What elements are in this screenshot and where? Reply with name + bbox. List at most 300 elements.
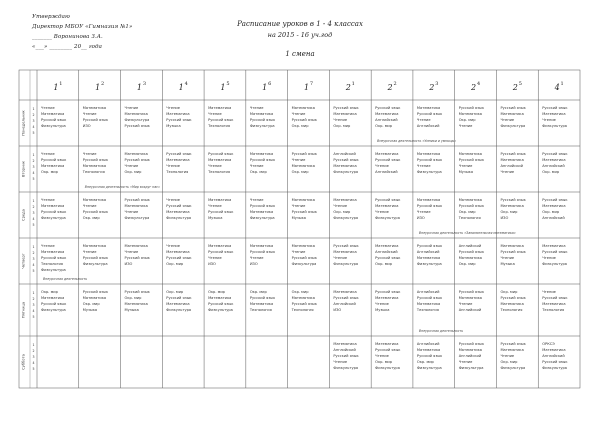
lesson-subject: Окр. мир bbox=[375, 262, 393, 266]
lesson-subject: Физкультура bbox=[500, 124, 526, 128]
class-header bbox=[345, 81, 355, 92]
lesson-subject: Математика bbox=[291, 244, 315, 248]
class-header-index: 3 bbox=[142, 81, 147, 87]
lesson-subject: Русский язык bbox=[291, 302, 317, 306]
lesson-subject: Русский язык bbox=[333, 296, 359, 300]
lesson-subject: Русский язык bbox=[166, 118, 192, 122]
lesson-subject: Русский язык bbox=[458, 250, 485, 254]
lesson-subject: Окр. мир bbox=[542, 210, 560, 214]
lesson-subject: Математика bbox=[41, 250, 65, 254]
lesson-subject: Музыка bbox=[82, 308, 98, 312]
lesson-subject: Математика bbox=[41, 112, 65, 116]
lesson-subject: Технология bbox=[41, 262, 63, 266]
lesson-subject: Русский язык bbox=[542, 106, 568, 110]
lesson-subject: Русский язык bbox=[416, 244, 443, 248]
lesson-subject: Чтение bbox=[416, 210, 431, 214]
lesson-subject: Математика bbox=[375, 244, 399, 248]
lesson-subject: Русский язык bbox=[542, 198, 568, 202]
lesson-subject: Русский язык bbox=[208, 118, 234, 122]
lesson-subject: ИЗО bbox=[249, 262, 258, 266]
lesson-subject: Математика bbox=[542, 204, 566, 208]
lesson-subject: Математика bbox=[124, 112, 148, 116]
lesson-subject: Математика bbox=[542, 302, 566, 306]
lesson-subject: Русский язык bbox=[82, 290, 109, 294]
lesson-subject: Математика bbox=[82, 244, 107, 248]
lesson-subject: Математика bbox=[500, 112, 524, 116]
lesson-number: 3 bbox=[32, 355, 35, 359]
lesson-subject: ИЗО bbox=[208, 262, 216, 266]
lesson-subject: Русский язык bbox=[249, 250, 276, 254]
lesson-subject: Чтение bbox=[458, 124, 473, 128]
lesson-subject: Русский язык bbox=[500, 342, 526, 346]
lesson-subject: Физкультура bbox=[542, 124, 567, 128]
lesson-subject: Чтение bbox=[124, 106, 139, 110]
class-header bbox=[95, 81, 104, 92]
class-header-index: 6 bbox=[268, 81, 272, 87]
lesson-subject: Английский bbox=[542, 216, 565, 220]
lesson-number: 2 bbox=[32, 251, 35, 255]
lesson-subject: Окр. мир bbox=[333, 210, 351, 214]
lesson-subject: Математика bbox=[458, 348, 483, 352]
lesson-subject: Окр. мир bbox=[458, 118, 476, 122]
lesson-subject: Физкультура bbox=[375, 216, 400, 220]
lesson-subject: Физкультура bbox=[41, 308, 66, 312]
class-header-index: 4 bbox=[184, 81, 188, 87]
class-header bbox=[470, 81, 480, 92]
lesson-subject: Математика bbox=[333, 198, 357, 202]
lesson-subject: Русский язык bbox=[375, 348, 401, 352]
lesson-number: 2 bbox=[32, 349, 35, 353]
lesson-subject: ОРКСЭ bbox=[542, 342, 555, 346]
lesson-subject: Английский bbox=[333, 348, 356, 352]
lesson-subject: Окр. мир bbox=[166, 290, 184, 294]
lesson-subject: Математика bbox=[208, 296, 232, 300]
lesson-subject: Русский язык bbox=[375, 198, 401, 202]
lesson-subject: Русский язык bbox=[500, 296, 526, 300]
lesson-number: 4 bbox=[32, 171, 35, 175]
lesson-subject: Русский язык bbox=[458, 342, 485, 346]
lesson-subject: Технология bbox=[249, 308, 272, 312]
class-header-index: 5 bbox=[226, 81, 230, 87]
lesson-subject: Русский язык bbox=[333, 106, 359, 110]
lesson-number: 5 bbox=[32, 269, 35, 273]
lesson-subject: Русский язык bbox=[41, 256, 67, 260]
lesson-subject: Русский язык bbox=[41, 302, 67, 306]
lesson-subject: Русский язык bbox=[458, 158, 485, 162]
lesson-subject: Чтение bbox=[249, 106, 264, 110]
lesson-subject: Русский язык bbox=[500, 198, 526, 202]
approval-line-1: Утверждаю bbox=[32, 14, 70, 20]
lesson-subject: Русский язык bbox=[500, 250, 526, 254]
lesson-subject: Русский язык bbox=[375, 106, 401, 110]
lesson-subject: Технология bbox=[166, 170, 189, 174]
lesson-number: 3 bbox=[32, 211, 35, 215]
lesson-subject: Чтение bbox=[375, 302, 389, 306]
lesson-subject: Математика bbox=[458, 112, 483, 116]
lesson-subject: Чтение bbox=[333, 118, 348, 122]
class-header-index: 7 bbox=[309, 81, 314, 87]
lesson-subject: Математика bbox=[166, 250, 190, 254]
lesson-subject: Математика bbox=[375, 296, 399, 300]
lesson-number: 2 bbox=[32, 205, 35, 209]
lesson-subject: Математика bbox=[542, 112, 566, 116]
lesson-subject: Физкультура bbox=[41, 124, 66, 128]
lesson-subject: Чтение bbox=[416, 164, 431, 168]
lesson-subject: Технология bbox=[542, 308, 565, 312]
lesson-subject: Математика bbox=[500, 348, 524, 352]
lesson-subject: Чтение bbox=[124, 164, 139, 168]
lesson-subject: Чтение bbox=[208, 112, 222, 116]
lesson-subject: Русский язык bbox=[82, 118, 109, 122]
lesson-subject: Чтение bbox=[166, 106, 180, 110]
lesson-subject: Математика bbox=[458, 256, 483, 260]
lesson-subject: Математика bbox=[542, 158, 566, 162]
lesson-subject: ИЗО bbox=[82, 124, 91, 128]
lesson-subject: Чтение bbox=[500, 118, 515, 122]
lesson-subject: Технология bbox=[291, 308, 314, 312]
lesson-number: 4 bbox=[32, 309, 35, 313]
lesson-subject: Математика bbox=[542, 244, 566, 248]
lesson-subject: Чтение bbox=[82, 112, 97, 116]
lesson-subject: Русский язык bbox=[458, 106, 485, 110]
lesson-subject: Физкультура bbox=[333, 216, 359, 220]
lesson-subject: Чтение bbox=[124, 210, 139, 214]
class-header-index: 5 bbox=[518, 81, 522, 87]
lesson-subject: Физкультура bbox=[82, 262, 108, 266]
lesson-subject: Чтение bbox=[291, 112, 306, 116]
lesson-subject: Чтение bbox=[542, 290, 556, 294]
lesson-subject: Чтение bbox=[82, 152, 97, 156]
lesson-subject: Технология bbox=[208, 124, 231, 128]
lesson-subject: Физкультура bbox=[416, 262, 442, 266]
lesson-number: 5 bbox=[32, 131, 35, 135]
lesson-subject: Физкультура bbox=[416, 366, 442, 370]
class-header bbox=[428, 81, 438, 92]
lesson-subject: Математика bbox=[82, 106, 107, 110]
lesson-subject: Физкультура bbox=[500, 366, 526, 370]
lesson-subject: Чтение bbox=[500, 256, 515, 260]
schedule-title: Расписание уроков в 1 - 4 классах bbox=[237, 20, 363, 28]
lesson-subject: Окр. мир bbox=[333, 124, 351, 128]
lesson-subject: Математика bbox=[416, 198, 441, 202]
lesson-subject: Математика bbox=[82, 198, 107, 202]
lesson-subject: Физкультура bbox=[41, 216, 66, 220]
lesson-subject: Математика bbox=[291, 106, 315, 110]
lesson-subject: Английский bbox=[416, 290, 440, 294]
lesson-subject: Физкультура bbox=[542, 366, 567, 370]
lesson-subject: Английский bbox=[416, 342, 440, 346]
lesson-subject: Математика bbox=[208, 158, 232, 162]
day-name: Суббота bbox=[21, 354, 26, 370]
lesson-subject: Русский язык bbox=[124, 198, 150, 202]
lesson-subject: Окр. мир bbox=[416, 360, 434, 364]
lesson-subject: Русский язык bbox=[375, 256, 401, 260]
lesson-subject: Русский язык bbox=[41, 158, 67, 162]
lesson-subject: Русский язык bbox=[542, 250, 568, 254]
lesson-subject: Математика bbox=[500, 302, 524, 306]
day-name: Понедельник bbox=[21, 110, 26, 136]
lesson-subject: Математика bbox=[458, 152, 483, 156]
lesson-number: 5 bbox=[32, 315, 35, 319]
lesson-number: 5 bbox=[32, 367, 35, 371]
lesson-subject: Окр. мир bbox=[291, 170, 309, 174]
day-block bbox=[22, 198, 569, 235]
lesson-subject: Русский язык bbox=[416, 204, 443, 208]
lesson-subject: Физкультура bbox=[166, 216, 192, 220]
class-header-index: 2 bbox=[393, 81, 397, 87]
lesson-subject: Окр. мир bbox=[291, 290, 309, 294]
lesson-subject: Русский язык bbox=[208, 210, 234, 214]
lesson-subject: Математика bbox=[333, 164, 357, 168]
lesson-number: 5 bbox=[32, 177, 35, 181]
lesson-subject: Физкультура bbox=[124, 118, 150, 122]
lesson-subject: Английский bbox=[416, 250, 440, 254]
lesson-subject: Музыка bbox=[375, 308, 390, 312]
lesson-subject: Русский язык bbox=[333, 354, 359, 358]
lesson-subject: Музыка bbox=[166, 124, 181, 128]
lesson-subject: Английский bbox=[542, 354, 565, 358]
lesson-subject: Математика bbox=[208, 198, 232, 202]
lesson-subject: Математика bbox=[500, 158, 524, 162]
lesson-subject: Музыка bbox=[208, 216, 223, 220]
lesson-subject: Английский bbox=[458, 244, 482, 248]
lesson-subject: Русский язык bbox=[166, 296, 192, 300]
lesson-subject: Технология bbox=[416, 308, 439, 312]
lesson-subject: Математика bbox=[333, 112, 357, 116]
lesson-subject: Окр. мир bbox=[124, 296, 142, 300]
class-header-number: 1 bbox=[262, 83, 268, 92]
lesson-subject: Математика bbox=[124, 302, 148, 306]
lesson-subject: Физкультура bbox=[249, 216, 275, 220]
class-header bbox=[262, 81, 271, 92]
lesson-subject: Чтение bbox=[458, 302, 473, 306]
lesson-subject: Математика bbox=[416, 106, 441, 110]
lesson-subject: Математика bbox=[208, 106, 232, 110]
lesson-number: 1 bbox=[32, 245, 35, 249]
class-header-number: 2 bbox=[387, 83, 393, 92]
lesson-subject: Чтение bbox=[291, 158, 306, 162]
class-header-number: 2 bbox=[345, 83, 351, 92]
lesson-subject: Математика bbox=[416, 152, 441, 156]
lesson-subject: Математика bbox=[249, 152, 274, 156]
lesson-subject: Математика bbox=[249, 302, 274, 306]
lesson-subject: Физкультура bbox=[333, 170, 359, 174]
lesson-subject: Чтение bbox=[124, 250, 139, 254]
lesson-subject: Чтение bbox=[41, 198, 55, 202]
lesson-subject: Математика bbox=[249, 244, 274, 248]
lesson-subject: Русский язык bbox=[41, 210, 67, 214]
extracurricular-note: Внеурочная деятельность «Занимательная математика» bbox=[418, 231, 516, 235]
lesson-subject: Английский bbox=[500, 164, 523, 168]
lesson-subject: Русский язык bbox=[124, 256, 150, 260]
lesson-subject: Русский язык bbox=[500, 106, 526, 110]
lesson-subject: Чтение bbox=[166, 244, 180, 248]
lesson-subject: Английский bbox=[333, 302, 356, 306]
lesson-subject: Русский язык bbox=[249, 158, 276, 162]
lesson-subject: Чтение bbox=[166, 164, 180, 168]
lesson-subject: Чтение bbox=[500, 170, 515, 174]
extracurricular-note: Внеурочная деятельность «Умники и умницы» bbox=[377, 139, 457, 143]
class-header bbox=[179, 81, 188, 92]
lesson-subject: Русский язык bbox=[542, 296, 568, 300]
day-block bbox=[22, 152, 569, 189]
lesson-subject: Физкультура bbox=[41, 268, 66, 272]
lesson-subject: Русский язык bbox=[333, 158, 359, 162]
lesson-subject: Чтение bbox=[333, 256, 348, 260]
lesson-subject: Чтение bbox=[249, 256, 264, 260]
class-header bbox=[386, 81, 396, 92]
lesson-subject: Русский язык bbox=[82, 210, 109, 214]
lesson-subject: Чтение bbox=[166, 198, 180, 202]
lesson-subject: Чтение bbox=[82, 204, 97, 208]
lesson-subject: Чтение bbox=[208, 164, 222, 168]
lesson-subject: Чтение bbox=[208, 256, 222, 260]
lesson-subject: Чтение bbox=[375, 164, 389, 168]
lesson-subject: Математика bbox=[291, 198, 315, 202]
approval-line-2: Директор МБОУ «Гимназия №1» bbox=[32, 24, 133, 30]
lesson-subject: Окр. мир bbox=[249, 170, 267, 174]
lesson-subject: Окр. мир bbox=[41, 290, 58, 294]
lesson-subject: Чтение bbox=[41, 106, 55, 110]
class-header-number: 2 bbox=[512, 83, 518, 92]
lesson-subject: Русский язык bbox=[249, 296, 276, 300]
lesson-number: 1 bbox=[32, 153, 35, 157]
lesson-subject: Математика bbox=[124, 204, 148, 208]
lesson-subject: Русский язык bbox=[458, 290, 485, 294]
lesson-subject: Математика bbox=[291, 164, 315, 168]
lesson-subject: Окр. мир bbox=[542, 170, 560, 174]
lesson-subject: Физкультура bbox=[375, 366, 400, 370]
lesson-subject: Английский bbox=[416, 124, 440, 128]
day-block bbox=[22, 244, 569, 281]
lesson-subject: Музыка bbox=[124, 308, 139, 312]
lesson-number: 3 bbox=[32, 257, 35, 261]
lesson-subject: Окр. мир bbox=[375, 360, 393, 364]
lesson-subject: Физкультура bbox=[333, 262, 359, 266]
lesson-subject: Окр. мир bbox=[458, 210, 476, 214]
lesson-subject: Окр. мир bbox=[208, 290, 225, 294]
lesson-subject: Физкультура bbox=[416, 170, 442, 174]
lesson-number: 2 bbox=[32, 159, 35, 163]
lesson-subject: Английский bbox=[375, 170, 398, 174]
lesson-subject: Математика bbox=[41, 296, 65, 300]
class-header bbox=[304, 81, 313, 92]
lesson-subject: Математика bbox=[124, 152, 148, 156]
lesson-subject: Русский язык bbox=[124, 290, 150, 294]
class-header-number: 2 bbox=[471, 83, 477, 92]
lesson-subject: Физкультура bbox=[542, 262, 567, 266]
extracurricular-note: Внеурочная деятельность bbox=[43, 277, 88, 281]
lesson-subject: Окр. мир bbox=[166, 262, 184, 266]
lesson-subject: Русский язык bbox=[166, 152, 192, 156]
lesson-subject: Чтение bbox=[41, 244, 55, 248]
lesson-number: 1 bbox=[32, 107, 35, 111]
lesson-subject: Русский язык bbox=[542, 152, 568, 156]
lesson-subject: ИЗО bbox=[416, 216, 425, 220]
lesson-subject: Окр. мир bbox=[82, 302, 100, 306]
lesson-subject: Музыка bbox=[291, 216, 306, 220]
lesson-subject: Математика bbox=[500, 244, 524, 248]
lesson-subject: Математика bbox=[249, 210, 274, 214]
lesson-subject: Физкультура bbox=[249, 124, 275, 128]
lesson-subject: Русский язык bbox=[542, 360, 568, 364]
lesson-subject: Физкультура bbox=[208, 308, 233, 312]
lesson-subject: Математика bbox=[82, 164, 107, 168]
lesson-number: 1 bbox=[32, 291, 35, 295]
lesson-subject: Математика bbox=[375, 204, 399, 208]
class-header-index: 1 bbox=[59, 81, 63, 87]
class-header-number: 1 bbox=[220, 83, 226, 92]
lesson-number: 1 bbox=[32, 343, 35, 347]
lesson-subject: Математика bbox=[375, 112, 399, 116]
class-header-number: 1 bbox=[95, 83, 101, 92]
lesson-subject: Окр. мир bbox=[458, 262, 476, 266]
lesson-subject: Технология bbox=[208, 170, 231, 174]
lesson-subject: Окр. мир bbox=[375, 124, 393, 128]
class-header bbox=[220, 81, 229, 92]
lesson-subject: Математика bbox=[166, 302, 190, 306]
lesson-subject: Математика bbox=[416, 256, 441, 260]
class-header-number: 1 bbox=[53, 83, 59, 92]
lesson-subject: Математика bbox=[249, 112, 274, 116]
lesson-subject: Русский язык bbox=[124, 158, 150, 162]
lesson-subject: Физкультура bbox=[124, 216, 150, 220]
lesson-subject: Русский язык bbox=[416, 158, 443, 162]
lesson-subject: Русский язык bbox=[333, 244, 359, 248]
lesson-number: 4 bbox=[32, 263, 35, 267]
lesson-subject: Русский язык bbox=[500, 152, 526, 156]
class-header-index: 1 bbox=[560, 81, 564, 87]
lesson-subject: Русский язык bbox=[375, 158, 401, 162]
class-header-number: 1 bbox=[303, 83, 310, 92]
lesson-number: 5 bbox=[32, 223, 35, 227]
lesson-subject: Математика bbox=[166, 112, 190, 116]
lesson-subject: Английский bbox=[458, 308, 482, 312]
lesson-subject: Чтение bbox=[291, 204, 306, 208]
lesson-subject: Русский язык bbox=[291, 118, 317, 122]
lesson-subject: Окр. мир bbox=[82, 216, 100, 220]
lesson-subject: Музыка bbox=[500, 262, 515, 266]
lesson-subject: Чтение bbox=[375, 354, 389, 358]
lesson-subject: Математика bbox=[542, 348, 566, 352]
lesson-subject: Чтение bbox=[82, 250, 97, 254]
lesson-number: 2 bbox=[32, 297, 35, 301]
lesson-subject: Чтение bbox=[416, 118, 431, 122]
lesson-subject: Чтение bbox=[542, 118, 556, 122]
schedule-year: на 2015 - 16 уч.год bbox=[267, 31, 333, 39]
lesson-subject: Чтение bbox=[208, 204, 222, 208]
lesson-subject: Математика bbox=[124, 244, 148, 248]
lesson-subject: Чтение bbox=[249, 164, 264, 168]
lesson-subject: Математика bbox=[458, 198, 483, 202]
lesson-subject: Математика bbox=[41, 204, 65, 208]
lesson-subject: Окр. мир bbox=[291, 124, 309, 128]
lesson-subject: Математика bbox=[166, 158, 190, 162]
lesson-subject: Русский язык bbox=[249, 204, 276, 208]
lesson-subject: Русский язык bbox=[458, 204, 485, 208]
lesson-subject: Физкультура bbox=[333, 366, 359, 370]
lesson-subject: Русский язык bbox=[124, 124, 150, 128]
lesson-subject: Окр. мир bbox=[41, 170, 58, 174]
lesson-subject: Чтение bbox=[458, 360, 473, 364]
lesson-subject: Чтение bbox=[542, 256, 556, 260]
lesson-number: 4 bbox=[32, 125, 35, 129]
day-name: Вторник bbox=[21, 161, 26, 177]
lesson-subject: Математика bbox=[500, 204, 524, 208]
extracurricular-note: Внеурочная деятельность bbox=[418, 329, 464, 333]
day-block bbox=[22, 342, 569, 371]
lesson-subject: Математика bbox=[416, 302, 441, 306]
